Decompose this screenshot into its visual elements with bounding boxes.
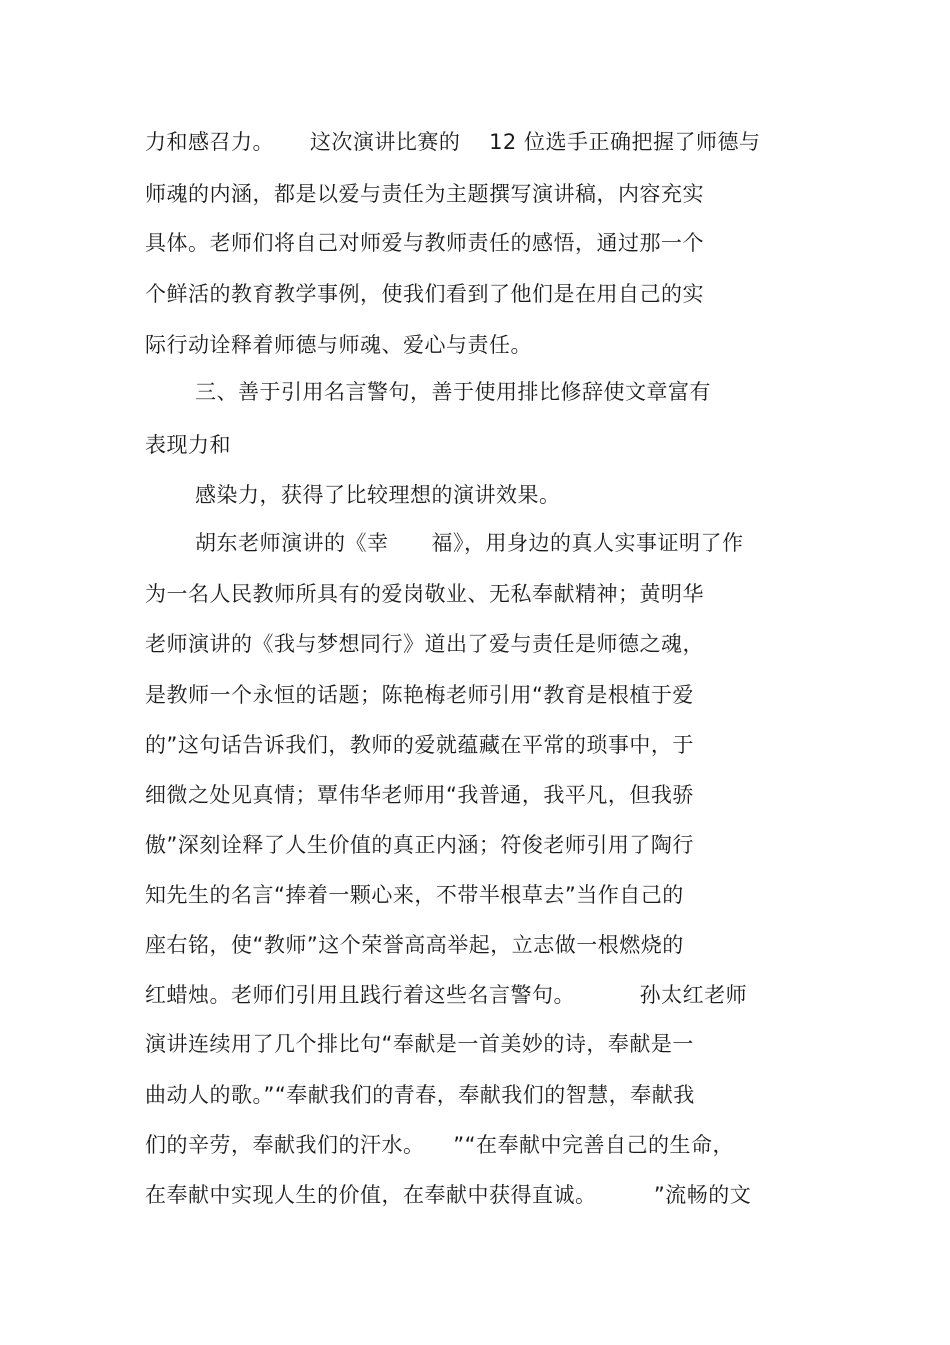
text-line-11: 老师演讲的《我与梦想同行》道出了爱与责任是师德之魂，: [145, 632, 704, 656]
text-line-14: 细微之处见真情；覃伟华老师用“我普通，我平凡，但我骄: [145, 783, 694, 807]
text-line-20: 曲动人的歌。”“奉献我们的青春，奉献我们的智慧，奉献我: [145, 1083, 695, 1107]
text-line-12: 是教师一个永恒的话题；陈艳梅老师引用“教育是根植于爱: [145, 683, 694, 707]
text-line-7: 表现力和: [145, 433, 231, 457]
text-line-18: 红蜡烛。老师们引用且践行着这些名言警句。 孙太红老师: [145, 983, 748, 1007]
text-line-5: 际行动诠释着师德与师魂、爱心与责任。: [145, 333, 532, 357]
text-line-19: 演讲连续用了几个排比句“奉献是一首美妙的诗，奉献是一: [145, 1032, 694, 1056]
text-line-3: 具体。老师们将自己对师爱与教师责任的感悟，通过那一个: [145, 231, 704, 255]
text-line-22: 在奉献中实现人生的价值，在奉献中获得直诚。 ”流畅的文: [145, 1183, 752, 1207]
text-line-9: 胡东老师演讲的《幸 福》，用身边的真人实事证明了作: [195, 531, 744, 555]
text-line-8: 感染力，获得了比较理想的演讲效果。: [195, 483, 561, 507]
text-line-1: 力和感召力。 这次演讲比赛的 12 位选手正确把握了师德与: [145, 130, 761, 154]
text-line-15: 傲”深刻诠释了人生价值的真正内涵；符俊老师引用了陶行: [145, 833, 694, 857]
text-line-21: 们的辛劳，奉献我们的汗水。 ”“在奉献中完善自己的生命，: [145, 1133, 734, 1157]
text-line-13: 的”这句话告诉我们，教师的爱就蕴藏在平常的琐事中，于: [145, 733, 694, 757]
section-heading-line: 三、善于引用名言警句，善于使用排比修辞使文章富有: [195, 380, 711, 404]
text-line-17: 座右铭，使“教师”这个荣誉高高举起，立志做一根燃烧的: [145, 933, 684, 957]
text-line-10: 为一名人民教师所具有的爱岗敬业、无私奉献精神；黄明华: [145, 582, 704, 606]
text-line-2: 师魂的内涵，都是以爱与责任为主题撰写演讲稿，内容充实: [145, 182, 704, 206]
text-line-16: 知先生的名言“捧着一颗心来，不带半根草去”当作自己的: [145, 883, 684, 907]
text-line-4: 个鲜活的教育教学事例，使我们看到了他们是在用自己的实: [145, 282, 704, 306]
